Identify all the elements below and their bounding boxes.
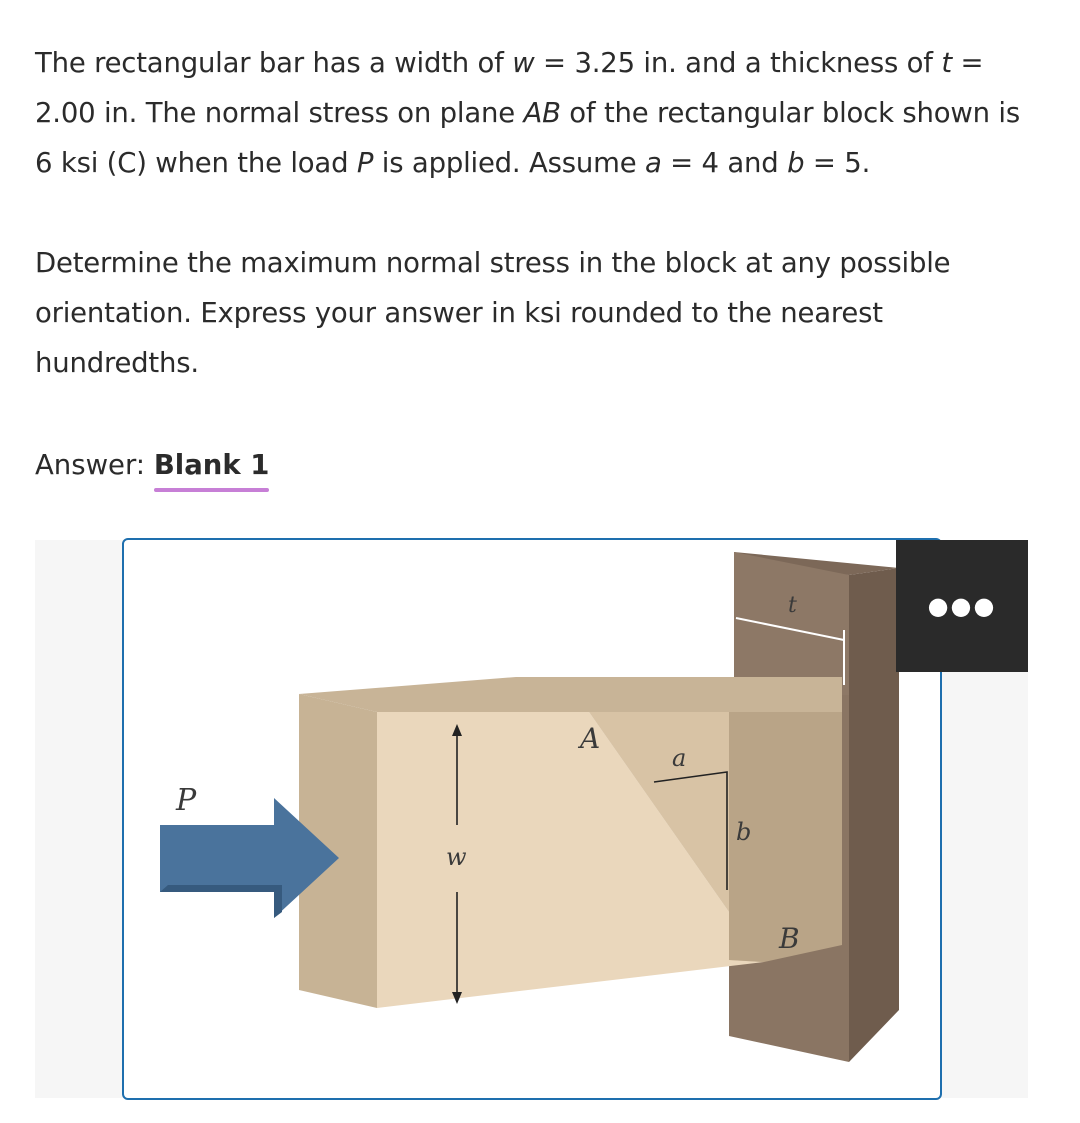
t-label: t — [788, 593, 797, 618]
b-label: b — [736, 818, 752, 846]
load-arrow-shade — [160, 885, 282, 918]
answer-blank[interactable]: Blank 1 — [154, 440, 270, 490]
a-label: a — [672, 744, 687, 772]
wall-side — [849, 568, 899, 1062]
answer-row — [35, 440, 269, 490]
variable-symbol: b — [787, 147, 805, 179]
variable-symbol: P — [356, 147, 374, 179]
text-run: The rectangular bar has a width of — [35, 47, 513, 79]
text-run: of the rectangular block shown is 6 ksi (C) when the load — [35, 97, 1020, 179]
P-label: P — [176, 783, 197, 818]
more-horizontal-icon: ●●● — [927, 592, 997, 620]
question-paragraph-1 — [35, 38, 1045, 188]
more-options-button[interactable] — [896, 540, 1028, 672]
text-run: is applied. Assume — [373, 147, 645, 179]
text-run: = 2.00 in. The normal stress on plane — [35, 47, 984, 129]
variable-symbol: AB — [523, 97, 561, 129]
A-label: A — [580, 722, 601, 755]
w-label: w — [446, 843, 467, 871]
answer-label: Answer: — [35, 449, 146, 481]
variable-symbol: t — [941, 47, 952, 79]
figure-image[interactable] — [122, 538, 942, 1100]
text-run: = 5. — [804, 147, 871, 179]
block-diagram — [124, 540, 940, 1098]
text-run: = 3.25 in. and a thickness of — [534, 47, 942, 79]
question-text — [35, 38, 1045, 388]
question-paragraph-2: Determine the maximum normal stress in the block at any possible orientation. Express your answer in ksi rounded to the nearest hundredths. — [35, 247, 951, 379]
variable-symbol: w — [512, 47, 535, 79]
block-top — [299, 677, 842, 712]
wall-upper — [734, 552, 849, 695]
variable-symbol: a — [644, 147, 662, 179]
text-run: = 4 and — [661, 147, 788, 179]
B-label: B — [779, 922, 800, 955]
